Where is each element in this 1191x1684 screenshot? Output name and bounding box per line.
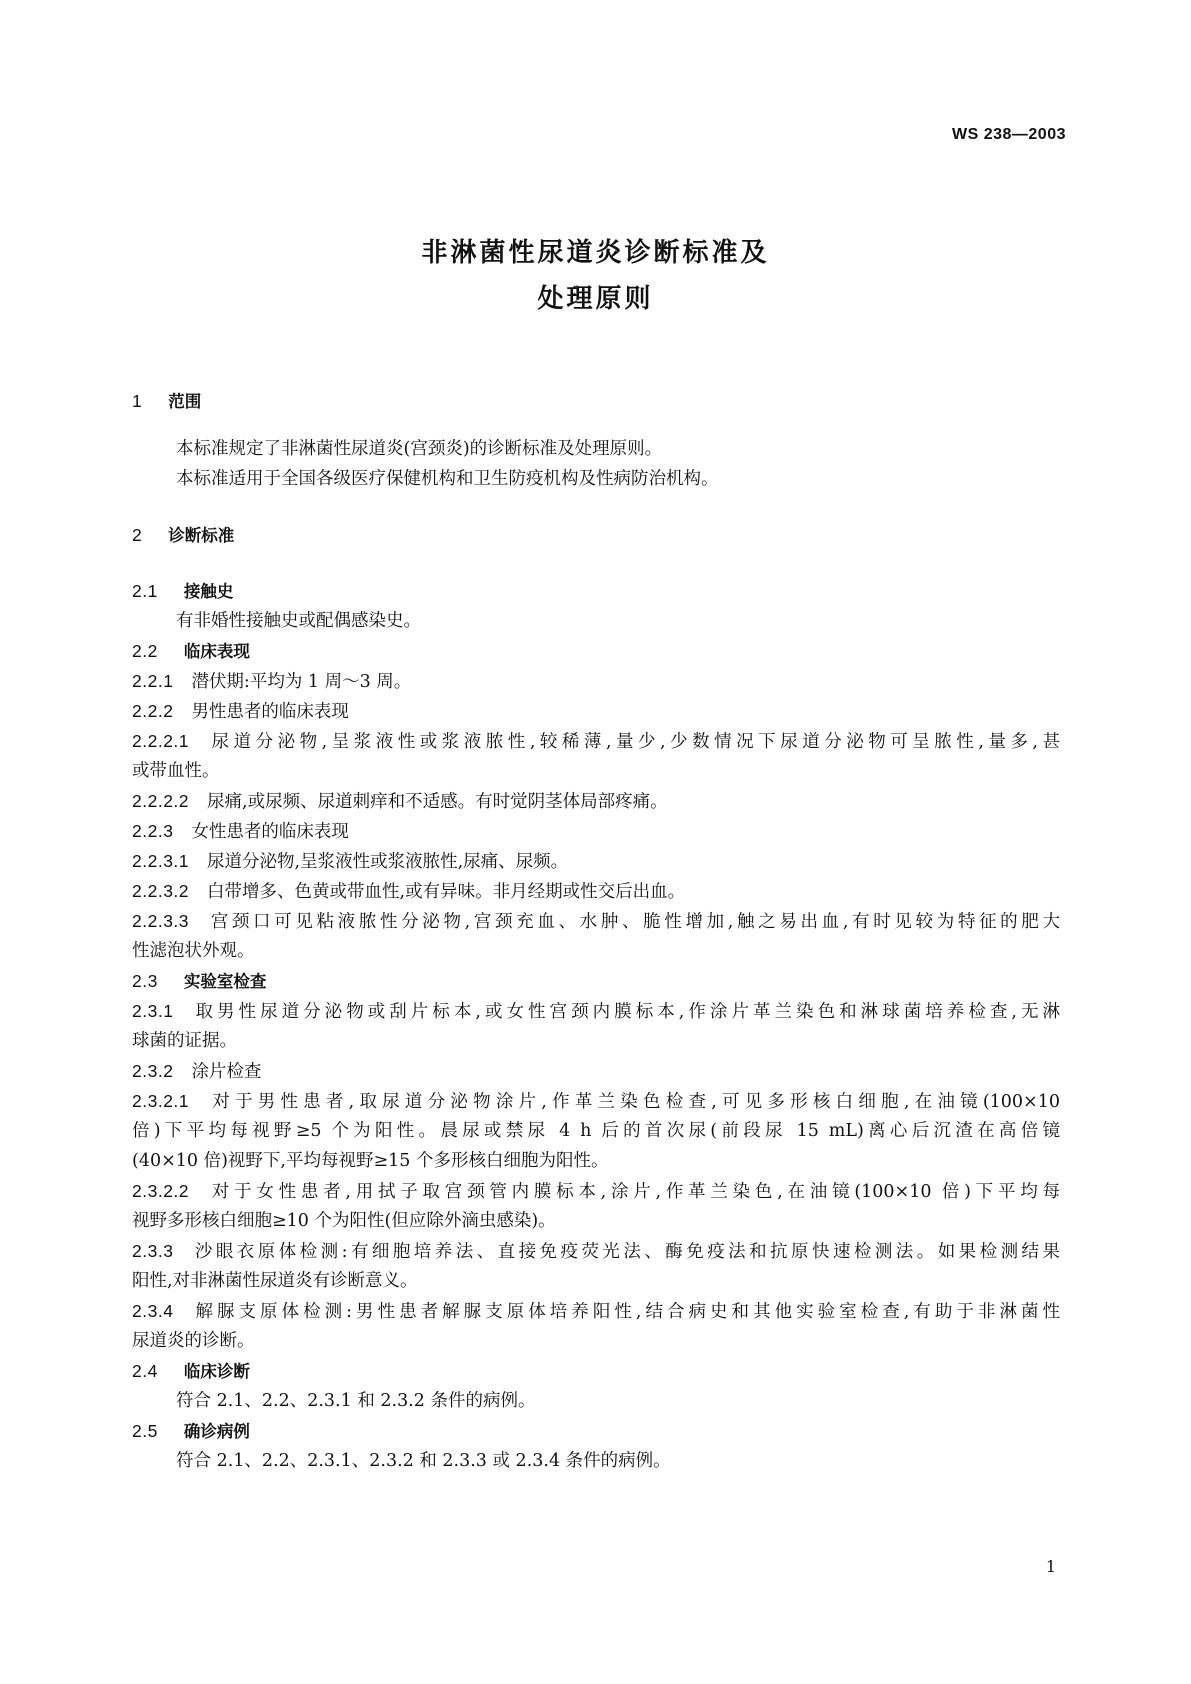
clause-number: 2.2.3 (132, 821, 174, 841)
subsection-number: 2.3 (132, 971, 158, 991)
document-title-line1: 非淋菌性尿道炎诊断标准及 (421, 238, 770, 268)
clause (132, 1056, 1060, 1086)
section-number: 1 (132, 391, 143, 411)
clause-text: 潜伏期:平均为 1 周～3 周。 (191, 672, 412, 692)
page-number: 1 (1045, 1557, 1056, 1576)
subsection-title: 临床表现 (183, 642, 250, 661)
clause-number: 2.2.2 (132, 701, 174, 721)
clause (132, 666, 1060, 696)
subsection-title: 临床诊断 (183, 1362, 250, 1381)
clause-continuation: 性滤泡状外观。 (132, 941, 255, 961)
subsection-title: 确诊病例 (183, 1422, 250, 1441)
clause-text: 男性患者的临床表现 (191, 702, 349, 722)
clause (132, 786, 1060, 816)
clause (132, 1236, 1060, 1266)
paragraph: 有非婚性接触史或配偶感染史。 (176, 611, 421, 631)
clause-number: 2.3.3 (132, 1241, 174, 1261)
section-title: 范围 (168, 392, 202, 411)
subsection-heading (132, 576, 1060, 606)
clause-number: 2.2.2.1 (132, 731, 190, 751)
subsection-heading (132, 966, 1060, 996)
clause-number: 2.2.3.3 (132, 911, 190, 931)
clause (132, 906, 1060, 936)
clause-continuation: 倍)下平均每视野≥5 个为阳性。晨尿或禁尿 4 h 后的首次尿(前段尿 15 mL)离心后沉渣在高倍镜 (132, 1121, 1060, 1141)
clause-text: 对于女性患者,用拭子取宫颈管内膜标本,涂片,作革兰染色,在油镜(100×10 倍)下平均每 (207, 1182, 1060, 1202)
section-heading (132, 520, 1060, 550)
paragraph: 本标准规定了非淋菌性尿道炎(宫颈炎)的诊断标准及处理原则。 (176, 439, 663, 459)
clause-continuation: (40×10 倍)视野下,平均每视野≥15 个多形核白细胞为阳性。 (132, 1151, 609, 1171)
subsection-number: 2.1 (132, 581, 158, 601)
clause (132, 876, 1060, 906)
clause-text: 宫颈口可见粘液脓性分泌物,宫颈充血、水肿、脆性增加,触之易出血,有时见较为特征的肥大 (207, 912, 1060, 932)
clause-number: 2.3.2.2 (132, 1181, 190, 1201)
clause-text: 对于男性患者,取尿道分泌物涂片,作革兰染色检查,可见多形核白细胞,在油镜(100×10 (207, 1092, 1060, 1112)
clause-text: 女性患者的临床表现 (191, 822, 349, 842)
section-number: 2 (132, 525, 143, 545)
clause-continuation: 尿道炎的诊断。 (132, 1331, 255, 1351)
subsection-number: 2.2 (132, 641, 158, 661)
clause (132, 726, 1060, 756)
clause-continuation: 球菌的证据。 (132, 1031, 237, 1051)
clause-text: 涂片检查 (191, 1062, 262, 1082)
clause (132, 996, 1060, 1026)
clause (132, 846, 1060, 876)
clause-text: 白带增多、色黄或带血性,或有异味。非月经期或性交后出血。 (207, 882, 686, 902)
clause-number: 2.2.1 (132, 671, 174, 691)
clause (132, 1296, 1060, 1326)
clause (132, 816, 1060, 846)
clause-number: 2.3.2 (132, 1061, 174, 1081)
document-body (132, 386, 1060, 1476)
clause (132, 1176, 1060, 1206)
clause-continuation: 视野多形核白细胞≥10 个为阳性(但应除外滴虫感染)。 (132, 1211, 556, 1231)
subsection-heading (132, 1356, 1060, 1386)
clause-text: 解脲支原体检测:男性患者解脲支原体培养阳性,结合病史和其他实验室检查,有助于非淋菌性 (191, 1302, 1060, 1322)
subsection-title: 接触史 (183, 582, 234, 601)
clause-continuation: 阳性,对非淋菌性尿道炎有诊断意义。 (132, 1271, 418, 1291)
clause-number: 2.3.1 (132, 1001, 174, 1021)
clause-number: 2.2.3.2 (132, 881, 190, 901)
clause-text: 沙眼衣原体检测:有细胞培养法、直接免疫荧光法、酶免疫法和抗原快速检测法。如果检测结果 (191, 1242, 1060, 1262)
subsection-number: 2.4 (132, 1361, 158, 1381)
standard-code: WS 238—2003 (951, 126, 1066, 143)
subsection-heading (132, 1416, 1060, 1446)
paragraph: 符合 2.1、2.2、2.3.1、2.3.2 和 2.3.3 或 2.3.4 条件的病例。 (176, 1451, 671, 1471)
section-heading (132, 386, 1060, 416)
subsection-heading (132, 636, 1060, 666)
clause-number: 2.2.3.1 (132, 851, 190, 871)
clause-continuation: 或带血性。 (132, 761, 220, 781)
subsection-number: 2.5 (132, 1421, 158, 1441)
clause-text: 尿痛,或尿频、尿道刺痒和不适感。有时觉阴茎体局部疼痛。 (207, 792, 668, 812)
paragraph: 本标准适用于全国各级医疗保健机构和卫生防疫机构及性病防治机构。 (176, 469, 719, 489)
document-title-line2: 处理原则 (537, 284, 654, 314)
paragraph: 符合 2.1、2.2、2.3.1 和 2.3.2 条件的病例。 (176, 1391, 536, 1411)
clause-text: 尿道分泌物,呈浆液性或浆液脓性,尿痛、尿频。 (207, 852, 569, 872)
clause-number: 2.3.2.1 (132, 1091, 190, 1111)
clause-number: 2.3.4 (132, 1301, 174, 1321)
subsection-title: 实验室检查 (183, 972, 267, 991)
clause-text: 尿道分泌物,呈浆液性或浆液脓性,较稀薄,量少,少数情况下尿道分泌物可呈脓性,量多,甚 (207, 732, 1060, 752)
section-title: 诊断标准 (168, 526, 235, 545)
clause-text: 取男性尿道分泌物或刮片标本,或女性宫颈内膜标本,作涂片革兰染色和淋球菌培养检查,无淋 (191, 1002, 1060, 1022)
clause (132, 696, 1060, 726)
clause (132, 1086, 1060, 1116)
clause-number: 2.2.2.2 (132, 791, 190, 811)
